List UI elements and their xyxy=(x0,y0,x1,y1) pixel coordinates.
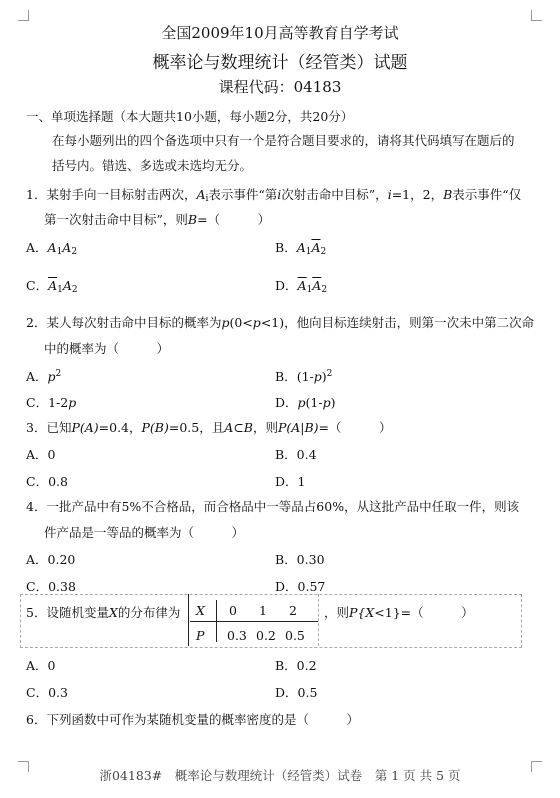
section-instruction-1: 在每小题列出的四个备选项中只有一个是符合题目要求的，请将其代码填写在题后的 xyxy=(52,133,515,148)
crop-mark-top-right xyxy=(531,10,542,21)
section-instruction-2: 括号内。错选、多选或未选均无分。 xyxy=(52,158,253,173)
question-5-text: 5．设随机变量X的分布律为 xyxy=(26,605,181,620)
question-2-line-1: 2．某人每次射击命中目标的概率为p(0<p<1)，他向目标连续射击，则第一次未中第二次命 xyxy=(26,315,535,330)
question-1-line-1: 1．某射手向一目标射击两次，$A_i$表示事件“第i次射击命中目标”，i=1，2，B表示事件“仅 xyxy=(26,187,522,204)
q3-option-a: A．0 xyxy=(26,447,56,462)
q3-option-c: C．0.8 xyxy=(26,474,68,489)
table-x-value: 0 xyxy=(229,603,237,618)
table-x-value: 2 xyxy=(289,603,297,618)
question-3: 3．已知P(A)=0.4，P(B)=0.5，且A⊂B，则P(A|B)=（ ） xyxy=(26,420,392,435)
exam-title: 全国2009年10月高等教育自学考试 xyxy=(161,24,399,42)
table-row-divider xyxy=(190,621,318,622)
page-footer: 浙04183# 概率论与数理统计（经管类）试卷 第 1 页 共 5 页 xyxy=(99,768,461,783)
q3-option-b: B．0.4 xyxy=(275,447,317,462)
q2-option-a: A．$p^2$ xyxy=(26,369,62,384)
question-6: 6．下列函数中可作为某随机变量的概率密度的是（ ） xyxy=(26,712,359,727)
question-2-line-2: 中的概率为（ ） xyxy=(44,341,170,356)
table-p-value: 0.2 xyxy=(256,628,276,643)
table-row-p-header: P xyxy=(196,628,205,643)
q4-option-d: D．0.57 xyxy=(275,579,326,594)
table-p-value: 0.3 xyxy=(227,628,247,643)
q4-option-c: C．0.38 xyxy=(26,579,76,594)
q2-option-c: C．1-2p xyxy=(26,395,77,410)
q1-option-b: B．$A_1\overline{A}_2$ xyxy=(275,240,327,257)
table-row-x-header: X xyxy=(196,603,205,618)
q5-option-a: A．0 xyxy=(26,658,56,673)
q5-option-c: C．0.3 xyxy=(26,685,68,700)
table-p-value: 0.5 xyxy=(285,628,305,643)
q4-option-a: A．0.20 xyxy=(26,552,76,567)
q1-option-d: D．$\overline{A}_1\overline{A}_2$ xyxy=(275,278,328,295)
question-4-line-1: 4．一批产品中有5%不合格品，而合格品中一等品占60%，从这批产品中任取一件，则该 xyxy=(26,499,520,514)
table-left-border xyxy=(188,594,189,646)
exam-subject: 概率论与数理统计（经管类）试题 xyxy=(152,53,408,73)
question-1-line-2: 第一次射击命中目标”，则B=（ ） xyxy=(44,212,271,227)
question-5-answer-stem: ，则P{X<1}=（ ） xyxy=(324,605,474,620)
q2-option-b: B．$(1-p)^2$ xyxy=(275,369,333,384)
q4-option-b: B．0.30 xyxy=(275,552,325,567)
crop-mark-top-left xyxy=(18,10,29,21)
q1-option-a: A．$A_1A_2$ xyxy=(26,240,78,257)
course-code: 课程代码：04183 xyxy=(218,78,342,96)
question-4-line-2: 件产品是一等品的概率为（ ） xyxy=(44,525,245,540)
table-right-border xyxy=(318,594,319,646)
q2-option-d: D．p(1-p) xyxy=(275,395,336,410)
table-x-value: 1 xyxy=(259,603,267,618)
q1-option-c: C．$\overline{A}_1A_2$ xyxy=(26,278,78,295)
section-title: 一、单项选择题（本大题共10小题，每小题2分，共20分） xyxy=(26,109,354,124)
q5-option-b: B．0.2 xyxy=(275,658,317,673)
q3-option-d: D．1 xyxy=(275,474,306,489)
q5-option-d: D．0.5 xyxy=(275,685,318,700)
